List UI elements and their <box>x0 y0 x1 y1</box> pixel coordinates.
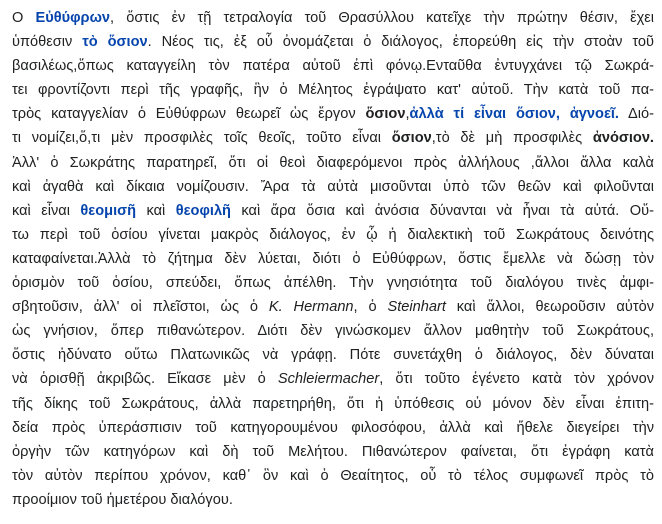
line <box>12 6 654 30</box>
text-run: νὰ ὁρισθῇ ἀκριβῶς. Εἴκασε μὲν ὁ <box>12 371 278 388</box>
text-run: τι νομίζει,ὅ,τι μὲν προσφιλὲς τοῖς θεοῖς, τοῦτο εἶναι <box>12 130 392 147</box>
line: ὅστις ἠδύνατο οὕτω Πλατωνικῶς νὰ γράφῃ. Πότε συνετάχθη ὁ διάλογος, δὲν δύναται <box>12 347 654 364</box>
link-theophile[interactable]: θεοφιλῆ <box>175 202 231 219</box>
text-run: , ὅστις ἐν τῇ τετραλογία τοῦ Θρασύλλου κατεῖχε τὴν πρώτην θέσιν, ἔχει <box>110 10 654 26</box>
line <box>12 199 654 223</box>
italic-name-hermann: K. Hermann <box>268 299 354 316</box>
line: τει φροντίζοντι περὶ τῆς γραφῆς, ἣν ὁ Μέλητος ἐγράψατο κατ' αὐτοῦ. Τὴν κατὰ τοῦ πα- <box>12 82 654 99</box>
text-run: , ὁ <box>353 299 388 316</box>
text-run: καὶ ἄρα ὅσια καὶ ἀνόσια δύνανται νὰ ἦναι τὰ αὐτά. Οὕ- <box>230 202 654 219</box>
line <box>12 126 654 150</box>
line: δεία πρὸς ὑπεράσπισιν τοῦ κατηγορουμένου φιλοσόφου, ἀλλὰ καὶ ἤθελε διεγείρει τὴν <box>12 419 654 436</box>
link-alla-ti-einai-osion[interactable]: ἀλλὰ τί εἶναι ὅσιον, ἀγνοεῖ. <box>409 106 619 123</box>
line: προοίμιον τοῦ ἡμετέρου διαλόγου. <box>12 491 233 508</box>
link-theomise[interactable]: θεομισῆ <box>80 202 137 219</box>
line: βασιλέως,ὅπως καταγγείλη τὸν πατέρα αὐτοῦ ἐπὶ φόνῳ.Ενταῦθα ἐντυγχάνει τῷ Σωκρά- <box>12 58 654 75</box>
line: ὡς γνήσιον, ὅπερ πιθανώτερον. Διότι δὲν γινώσκομεν ἄλλον μαθητὴν τοῦ Σωκράτους, <box>12 323 654 340</box>
link-euthyphron[interactable]: Εὐθύφρων <box>35 10 111 26</box>
text-run: καὶ ἄλλοι, θεωροῦσιν αὐτὸν <box>445 299 654 316</box>
bold-term-osion: ὅσιον <box>365 106 406 123</box>
text-run: , <box>405 106 410 123</box>
line: Ἀλλ' ὁ Σωκράτης παρατηρεῖ, ὅτι οἱ θεοὶ διαφερόμενοι πρὸς ἀλλήλους ,ἄλλοι ἄλλα καλὰ <box>12 154 654 171</box>
text-run: . Νέος τις, ἐξ οὗ ὀνομάζεται ὁ διάλογος, ἐπορεύθη εἰς τὴν στοὰν τοῦ <box>147 34 654 51</box>
line: καὶ ἀγαθὰ καὶ δίκαια νομίζουσιν. Ἄρα τὰ αὐτὰ μισοῦνται ὑπὸ τῶν θεῶν καὶ φιλοῦνται <box>12 178 654 195</box>
line: ὀργὴν τῶν κατηγόρων καὶ δὴ τοῦ Μελήτου. Πιθανώτερον φαίνεται, ὅτι ἐγράφη κατὰ <box>12 443 654 460</box>
italic-name-schleiermacher: Schleiermacher <box>277 371 380 388</box>
line: καταφαίνεται.Ἀλλὰ τὸ ζήτημα δὲν λύεται, διότι ὁ Εὐθύφρων, ὅστις ἔμελλε νὰ δώσῃ τὸν <box>12 250 654 267</box>
text-run: καὶ εἶναι <box>12 202 81 219</box>
text-run: ,τὸ δὲ μὴ προσφιλὲς <box>431 130 593 147</box>
line <box>12 30 654 54</box>
line: τὸν αὐτὸν περίπου χρόνον, καθ᾽ ὃν καὶ ὁ Θεαίτητος, οὗ τὸ τέλος συμφωνεῖ πρὸς τὸ <box>12 467 654 484</box>
line <box>12 367 654 391</box>
bold-term-osion: ὅσιον <box>391 130 432 147</box>
line: τῆς δίκης τοῦ Σωκράτους, ἀλλὰ παρετηρήθη, ὅτι ἡ ὑπόθεσις οὐ μόνον δὲν εἶναι ἐπιτη- <box>12 395 654 412</box>
text-run: Διό- <box>619 106 654 123</box>
line: τω περὶ τοῦ ὁσίου γίνεται μακρὸς διάλογος, ἐν ᾧ ἡ διαλεκτικὴ τοῦ Σωκράτους δεινότης <box>12 226 654 243</box>
line <box>12 295 654 319</box>
text-run: τρὸς καταγγελίαν ὁ Εὐθύφρων θεωρεῖ ὡς ἔργον <box>12 106 366 123</box>
text-run: Ο <box>12 10 36 26</box>
paragraph <box>12 6 654 512</box>
text-run: , ὅτι τοῦτο ἐγένετο κατὰ τὸν χρόνον <box>379 371 654 388</box>
text-run: σβητοῦσιν, ἀλλ' οἱ πλεῖστοι, ὡς ὁ <box>12 299 269 316</box>
text-run: καὶ <box>136 202 176 219</box>
bold-term-anosion: ἀνόσιον. <box>592 130 654 147</box>
line: ὁρισμὸν τοῦ ὁσίου, σπεύδει, ὅπως ἀπέλθη. Τὴν γνησιότητα τοῦ διαλόγου τινὲς ἀμφι- <box>12 275 654 292</box>
line <box>12 102 654 126</box>
italic-name-steinhart: Steinhart <box>387 299 446 316</box>
link-to-osion[interactable]: τὸ ὅσιον <box>82 34 148 51</box>
text-run: ὑπόθεσιν <box>12 34 83 51</box>
